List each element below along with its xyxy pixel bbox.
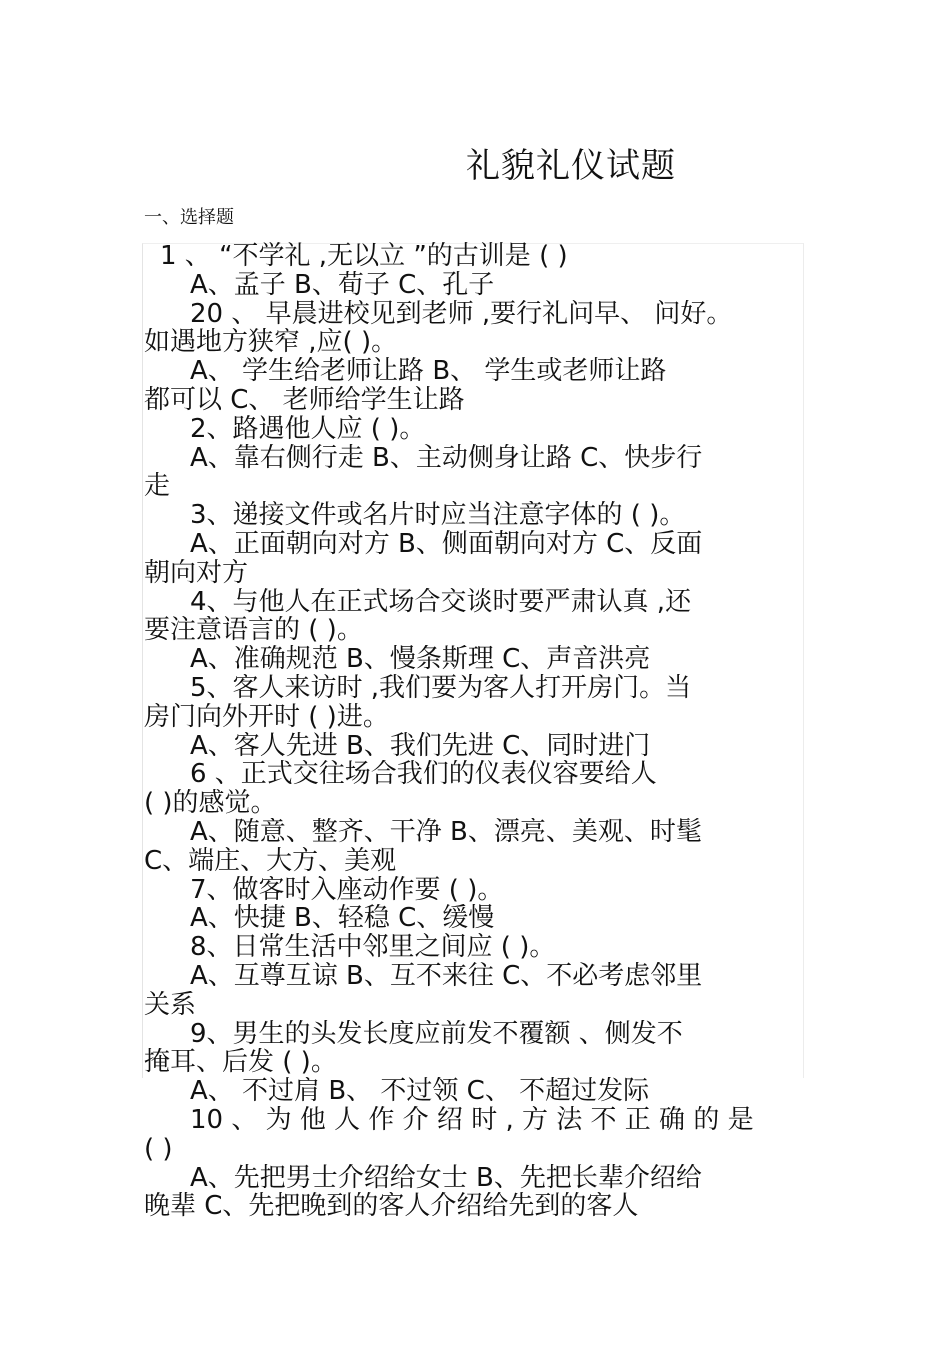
question-3-options-continued: 朝向对方: [144, 558, 249, 588]
question-3: 3、递接文件或名片时应当注意字体的 ( )。: [190, 501, 686, 530]
question-9-options: A、 不过肩 B、 不过领 C、 不超过发际: [190, 1077, 650, 1106]
question-3-options: A、正面朝向对方 B、侧面朝向对方 C、反面: [190, 529, 703, 559]
question-10-continued: ( ): [144, 1134, 173, 1164]
question-8-options: A、互尊互谅 B、互不来往 C、不必考虑邻里: [190, 961, 703, 991]
question-9-continued: 掩耳、后发 ( )。: [144, 1048, 337, 1078]
question-4-continued: 要注意语言的 ( )。: [144, 616, 363, 646]
question-8-options-continued: 关系: [144, 990, 197, 1020]
question-2-options-continued: 走: [144, 472, 171, 502]
question-5-options: A、客人先进 B、我们先进 C、同时进门: [190, 731, 651, 761]
question-6-continued: ( )的感觉。: [144, 789, 277, 818]
question-20: 20 、 早晨进校见到老师 ,要行礼问早、 问好。: [190, 299, 733, 329]
question-5-continued: 房门向外开时 ( )进。: [144, 702, 389, 732]
question-4-options: A、准确规范 B、慢条斯理 C、声音洪亮: [190, 645, 651, 674]
page-title: 礼貌礼仪试题: [466, 146, 676, 186]
question-5: 5、客人来访时 ,我们要为客人打开房门。当: [190, 673, 692, 703]
question-10-options: A、先把男士介绍给女士 B、先把长辈介绍给: [190, 1163, 702, 1193]
question-20-options: A、 学生给老师让路 B、 学生或老师让路: [190, 357, 667, 386]
question-2: 2、路遇他人应 ( )。: [190, 414, 426, 444]
question-7-options: A、快捷 B、轻稳 C、缓慢: [190, 904, 495, 934]
question-list: [144, 242, 806, 1221]
question-1: 1 、 “不学礼 ,无以立 ”的古训是 ( ): [160, 242, 568, 271]
question-1-options: A、孟子 B、荀子 C、孔子: [190, 270, 495, 300]
question-6: 6 、正式交往场合我们的仪表仪容要给人: [190, 760, 657, 790]
question-20-options-continued: 都可以 C、 老师给学生让路: [144, 385, 465, 415]
question-4: 4、与他人在正式场合交谈时要严肃认真 ,还: [190, 587, 692, 617]
question-7: 7、做客时入座动作要 ( )。: [190, 875, 504, 905]
question-10-options-continued: 晚辈 C、先把晚到的客人介绍给先到的客人: [144, 1192, 639, 1222]
question-9: 9、男生的头发长度应前发不覆额 、侧发不: [190, 1019, 683, 1049]
question-8: 8、日常生活中邻里之间应 ( )。: [190, 933, 556, 962]
question-20-continued: 如遇地方狭窄 ,应( )。: [144, 328, 398, 358]
question-6-options: A、随意、整齐、干净 B、漂亮、美观、时髦: [190, 817, 702, 847]
question-2-options: A、靠右侧行走 B、主动侧身让路 C、快步行: [190, 443, 703, 473]
question-6-options-continued: C、端庄、大方、美观: [144, 846, 397, 876]
section-heading: 一、选择题: [144, 207, 234, 228]
question-10: 10 、 为 他 人 作 介 绍 时 , 方 法 不 正 确 的 是: [190, 1105, 754, 1135]
